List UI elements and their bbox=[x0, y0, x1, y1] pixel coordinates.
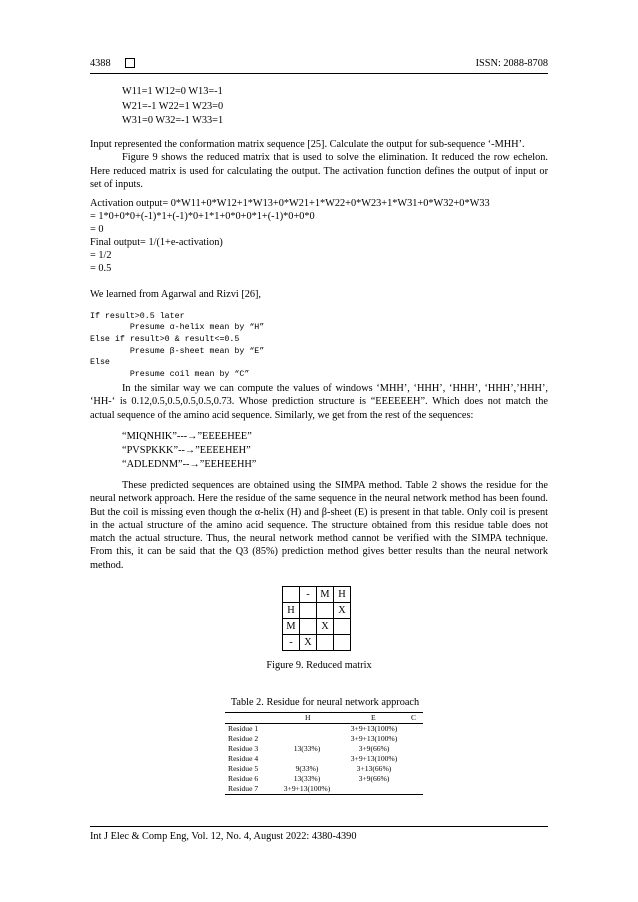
residue-table bbox=[225, 713, 423, 795]
table-cell: 13(33%) bbox=[293, 774, 321, 783]
table-header-row bbox=[225, 713, 423, 723]
reduced-matrix bbox=[282, 586, 351, 651]
header-rule bbox=[90, 73, 548, 74]
table-cell: 3+9+13(100%) bbox=[283, 784, 331, 793]
table-cell: 3+9(66%) bbox=[358, 744, 390, 753]
table-cell: Residue 1 bbox=[228, 724, 259, 733]
calc-line: Final output= 1/(1+e-activation) bbox=[90, 237, 223, 248]
calc-line: = 0.5 bbox=[90, 263, 112, 274]
page-number: 4388 bbox=[90, 58, 111, 69]
table-cell: Residue 6 bbox=[228, 774, 259, 783]
table-cell: 3+13(66%) bbox=[356, 764, 392, 773]
table-header: C bbox=[411, 713, 417, 722]
table-cell: 13(33%) bbox=[293, 744, 321, 753]
code-line: Presume coil mean by “C” bbox=[90, 370, 250, 379]
table-header: E bbox=[371, 713, 376, 722]
table-header: H bbox=[305, 713, 311, 722]
table-row bbox=[225, 784, 423, 794]
issn: ISSN: 2088-8708 bbox=[475, 58, 548, 69]
matrix-cell bbox=[300, 603, 317, 619]
matrix-cell: X bbox=[300, 635, 317, 651]
table-cell: 9(33%) bbox=[295, 764, 319, 773]
matrix-cell: H bbox=[283, 603, 300, 619]
matrix-cell: M bbox=[317, 587, 334, 603]
weights-line: W11=1 W12=0 W13=-1 bbox=[122, 86, 223, 97]
matrix-cell: X bbox=[334, 603, 351, 619]
table-cell: Residue 5 bbox=[228, 764, 259, 773]
paragraph-1-rest: Figure 9 shows the reduced matrix that is used to solve the elimination. It reduced the row echelon. Here reduced matrix is used for calculating the output. The activation function defines the output of input or set of inputs. bbox=[90, 152, 548, 190]
learned-text: We learned from Agarwal and Rizvi [26], bbox=[90, 289, 262, 300]
table-caption: Table 2. Residue for neural network approach bbox=[230, 697, 420, 708]
table-cell: Residue 3 bbox=[228, 744, 259, 753]
matrix-cell bbox=[317, 603, 334, 619]
table-cell: 3+9+13(100%) bbox=[350, 754, 398, 763]
footer-rule bbox=[90, 826, 548, 827]
table-cell: 3+9+13(100%) bbox=[350, 724, 398, 733]
sequence-line: “MIQNHIK”---→”EEEEHEE” bbox=[122, 431, 252, 442]
table-cell: 3+9(66%) bbox=[358, 774, 390, 783]
table-cell: Residue 2 bbox=[228, 734, 259, 743]
code-line: If result>0.5 later bbox=[90, 312, 185, 321]
code-line: Else bbox=[90, 358, 110, 367]
matrix-cell bbox=[300, 619, 317, 635]
figure-caption: Figure 9. Reduced matrix bbox=[266, 660, 372, 671]
table-cell: Residue 7 bbox=[228, 784, 259, 793]
footer-citation: Int J Elec & Comp Eng, Vol. 12, No. 4, August 2022: 4380-4390 bbox=[90, 831, 357, 842]
calc-line: = 0 bbox=[90, 224, 104, 235]
matrix-cell: H bbox=[334, 587, 351, 603]
paragraph-2: In the similar way we can compute the values of windows ‘MHH’, ‘HHH’, ‘HHH’, ‘HHH’,’HHH’, ‘HH-‘ is 0.12,0.5,0.5,0.5,0.5,0.73. Whose prediction structure is “EEEEEEH”. Which does not match the actual sequence of the amino acid sequence. Similarly, we get from the rest of the sequences: bbox=[90, 383, 548, 421]
matrix-cell bbox=[317, 635, 334, 651]
code-line: Else if result>0 & result<=0.5 bbox=[90, 335, 240, 344]
weights-line: W21=-1 W22=1 W23=0 bbox=[122, 101, 224, 112]
square-icon bbox=[125, 58, 135, 68]
sequence-line: “ADLEDNM”--→”EEHEEHH” bbox=[122, 459, 257, 470]
matrix-cell: M bbox=[283, 619, 300, 635]
matrix-cell bbox=[334, 635, 351, 651]
matrix-cell bbox=[283, 587, 300, 603]
paragraph-1-first: Input represented the conformation matrix sequence [25]. Calculate the output for sub-sequence ‘-MHH’. bbox=[90, 139, 525, 150]
table-row bbox=[225, 764, 423, 774]
table-row bbox=[225, 734, 423, 744]
sequence-line: “PVSPKKK”--→”EEEEHEH” bbox=[122, 445, 251, 456]
code-line: Presume β-sheet mean by “E” bbox=[90, 347, 265, 356]
calc-line: = 1*0+0*0+(-1)*1+(-1)*0+1*1+0*0+0*1+(-1)*0+0*0 bbox=[90, 211, 315, 222]
paragraph-3: These predicted sequences are obtained using the SIMPA method. Table 2 shows the residue for the neural network approach. Here the residue of the same sequence in the neural network method has been found. But the coil is missing even though the α-helix (H) and β-sheet (E) is present in that table. Only coil is present in the actual structure of the amino acid sequence. The structure obtained from this residue table does not match the actual structure. Thus, the neural network method cannot be verified with the SIMPA technique. From this, it can be said that the Q3 (85%) prediction method gives better results than the neural network method. bbox=[90, 480, 548, 571]
table-row bbox=[225, 754, 423, 764]
table-bottom-rule bbox=[225, 794, 423, 795]
table-row bbox=[225, 724, 423, 734]
matrix-cell: - bbox=[283, 635, 300, 651]
table-row bbox=[225, 774, 423, 784]
calc-line: = 1/2 bbox=[90, 250, 112, 261]
code-line: Presume α-helix mean by “H” bbox=[90, 323, 265, 332]
table-cell: Residue 4 bbox=[228, 754, 259, 763]
paragraph-1 bbox=[90, 138, 548, 191]
calc-line: Activation output= 0*W11+0*W12+1*W13+0*W21+1*W22+0*W23+1*W31+0*W32+0*W33 bbox=[90, 198, 490, 209]
weights-line: W31=0 W32=-1 W33=1 bbox=[122, 115, 224, 126]
table-row bbox=[225, 744, 423, 754]
matrix-cell: X bbox=[317, 619, 334, 635]
table-cell: 3+9+13(100%) bbox=[350, 734, 398, 743]
matrix-cell bbox=[334, 619, 351, 635]
matrix-cell: - bbox=[300, 587, 317, 603]
